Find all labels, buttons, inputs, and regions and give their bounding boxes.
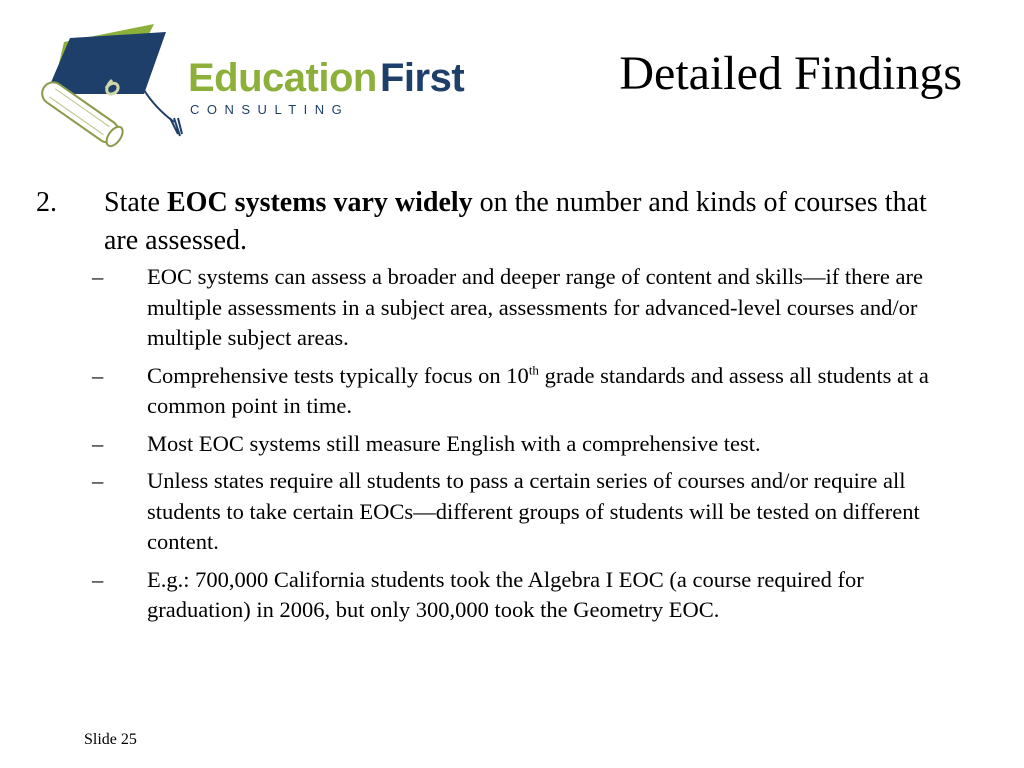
sub-point-list <box>36 262 966 626</box>
sub-point <box>36 466 966 558</box>
logo-subtitle: CONSULTING <box>190 102 350 117</box>
logo-wordmark-education: Education <box>188 56 377 100</box>
main-point-rest: on the number and kinds of courses that are assessed. <box>104 187 927 256</box>
sub-point-text: EOC systems can assess a broader and deeper range of content and skills—if there are multiple assessments in a subject area, assessments for advanced-level courses and/or multiple subject areas. <box>147 264 923 350</box>
main-point <box>36 184 966 260</box>
dash-bullet: – <box>92 264 104 289</box>
logo-wordmark-first: First <box>380 56 465 100</box>
main-point-lead: State <box>104 187 167 218</box>
slide-number: Slide 25 <box>84 731 137 748</box>
main-point-emphasis: EOC systems vary widely <box>167 187 473 218</box>
ordinal-superscript: th <box>528 362 539 377</box>
findings-content <box>36 184 966 633</box>
sub-point <box>36 565 966 626</box>
education-first-logo <box>26 20 476 160</box>
dash-bullet: – <box>92 362 104 388</box>
sub-point-text: Comprehensive tests typically focus on 10 <box>147 362 529 388</box>
dash-bullet: – <box>92 468 104 493</box>
sub-point-text: E.g.: 700,000 California students took the Algebra I EOC (a course required for graduation) in 2006, but only 300,000 took the Geometry EOC. <box>147 566 864 622</box>
sub-point-text-continued: grade standards and assess all students at a common point in time. <box>147 362 929 418</box>
graduation-cap-diploma-icon <box>26 20 186 160</box>
sub-point-text: Most EOC systems still measure English with a comprehensive test. <box>147 430 761 456</box>
dash-bullet: – <box>92 566 104 592</box>
slide-title: Detailed Findings <box>619 47 962 100</box>
point-number: 2. <box>36 187 57 218</box>
sub-point-text: Unless states require all students to pass a certain series of courses and/or require all students to take certain EOCs—different groups of students will be tested on different content. <box>147 468 920 554</box>
sub-point <box>36 361 966 422</box>
sub-point <box>36 262 966 354</box>
dash-bullet: – <box>92 430 104 456</box>
sub-point <box>36 429 966 460</box>
